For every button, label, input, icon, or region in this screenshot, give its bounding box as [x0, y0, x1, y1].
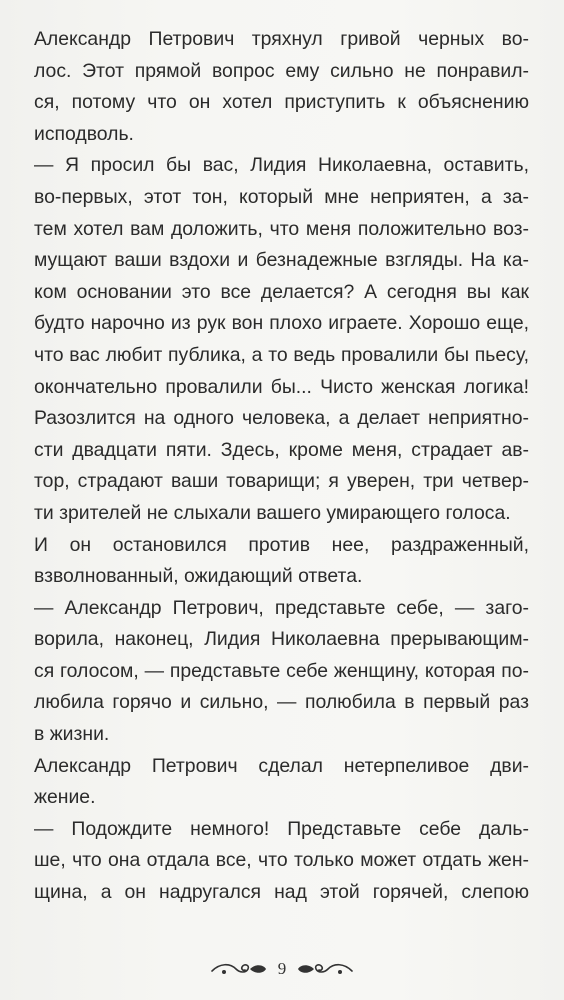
page-number: 9 — [277, 959, 287, 978]
text-line: будто нарочно из рук вон плохо играете. Хорошо еще, — [34, 312, 529, 335]
page-text — [34, 24, 529, 909]
text-line: во-первых, этот тон, который мне неприятен, а за- — [34, 185, 529, 208]
text-line: ше, что она отдала все, что только может отдать жен- — [34, 849, 529, 872]
text-line: что вас любит публика, а то ведь провалили бы пьесу, — [34, 343, 529, 366]
text-line: щина, а он надругался над этой горячей, слепою — [34, 881, 529, 904]
text-line: мущают ваши вздохи и безнадежные взгляды. На ка- — [34, 249, 529, 272]
text-line: ворила, наконец, Лидия Николаевна прерывающим- — [34, 628, 529, 651]
text-line: жение. — [34, 786, 96, 809]
text-line: исподволь. — [34, 122, 134, 145]
text-line: ся, потому что он хотел приступить к объяснению — [34, 91, 529, 114]
text-line: ти зрителей не слыхали вашего умирающего голоса. — [34, 501, 511, 524]
text-line: Разозлится на одного человека, а делает неприятно- — [34, 407, 529, 430]
page-footer — [0, 954, 564, 984]
text-line: — Александр Петрович, представьте себе, — заго- — [34, 596, 529, 619]
flourish-left-icon — [210, 959, 268, 979]
text-line: любила горячо и сильно, — полюбила в первый раз — [34, 691, 529, 714]
text-line: лос. Этот прямой вопрос ему сильно не понравил- — [34, 59, 529, 82]
text-line: И он остановился против нее, раздраженный, — [34, 533, 529, 556]
text-line: ком основании это все делается? А сегодня вы как — [34, 280, 529, 303]
text-line: Александр Петрович сделал нетерпеливое дви- — [34, 754, 529, 777]
text-line: в жизни. — [34, 723, 110, 746]
flourish-right-icon — [296, 959, 354, 979]
text-line: окончательно провалили бы... Чисто женская логика! — [34, 375, 529, 398]
text-line: Александр Петрович тряхнул гривой черных во- — [34, 28, 529, 50]
text-line: — Подождите немного! Представьте себе даль- — [34, 817, 529, 840]
text-line: тор, страдают ваши товарищи; я уверен, три четвер- — [34, 470, 529, 493]
text-line: — Я просил бы вас, Лидия Николаевна, оставить, — [34, 154, 529, 177]
text-line: сти двадцати пяти. Здесь, кроме меня, страдает ав- — [34, 438, 529, 461]
text-line: ся голосом, — представьте себе женщину, которая по- — [34, 659, 529, 682]
text-line: тем хотел вам доложить, что меня положительно воз- — [34, 217, 529, 240]
text-line: взволнованный, ожидающий ответа. — [34, 565, 363, 588]
